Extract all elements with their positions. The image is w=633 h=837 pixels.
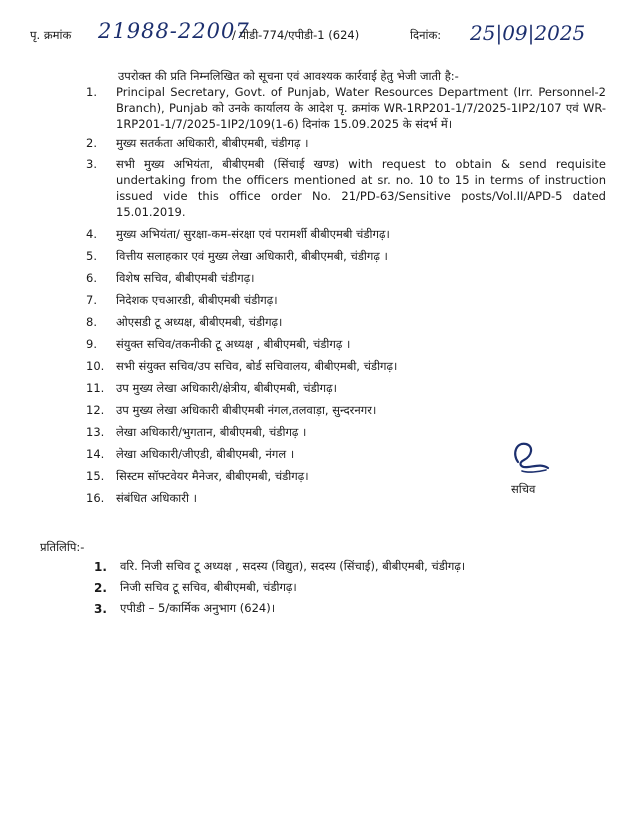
cc-item-text: एपीडी – 5/कार्मिक अनुभाग (624)। [120, 601, 276, 615]
item-number: 9. [86, 337, 97, 351]
item-number: 11. [86, 381, 105, 395]
item-number: 16. [86, 491, 105, 505]
item-number: 4. [86, 227, 97, 241]
item-text: उप मुख्य लेखा अधिकारी बीबीएमबी नंगल,तलवाड़ा, सुन्दरनगर। [116, 403, 377, 417]
item-text: मुख्य सतर्कता अधिकारी, बीबीएमबी, चंडीगढ़ । [116, 136, 309, 150]
item-text: सभी संयुक्त सचिव/उप सचिव, बोर्ड सचिवालय, बीबीएमबी, चंडीगढ़। [116, 359, 398, 373]
cc-item-text: वरि. निजी सचिव टू अध्यक्ष , सदस्य (विद्युत), सदस्य (सिंचाई), बीबीएमबी, चंडीगढ़। [120, 559, 466, 573]
item-number: 15. [86, 469, 105, 483]
item-number: 13. [86, 425, 105, 439]
cc-item-number: 2. [94, 580, 107, 595]
signature-mark [508, 438, 554, 478]
cc-item-number: 3. [94, 601, 107, 616]
item-text: सभी मुख्य अभियंता, बीबीएमबी (सिंचाई खण्ड) with request to obtain & send requisite undertaking from the officers mentioned at sr. no. 10 to 15 in terms of instruction issued vide this office order No. 21/PD-63/Sensitive posts/Vol.II/APD-5 dated 15.01.2019. [116, 157, 606, 219]
handwritten-date: 25|09|2025 [470, 21, 586, 45]
signatory-designation: सचिव [511, 482, 536, 496]
item-text: संबंधित अधिकारी । [116, 491, 197, 505]
item-text: मुख्य अभियंता/ सुरक्षा-कम-संरक्षा एवं परामर्शी बीबीएमबी चंडीगढ़। [116, 227, 390, 241]
item-number: 5. [86, 249, 97, 263]
distribution-item [86, 292, 606, 308]
distribution-item [86, 156, 606, 220]
cc-heading: प्रतिलिपि:- [40, 540, 85, 554]
item-text: संयुक्त सचिव/तकनीकी टू अध्यक्ष , बीबीएमबी, चंडीगढ़ । [116, 337, 351, 351]
distribution-item [86, 84, 606, 132]
item-text: निदेशक एचआरडी, बीबीएमबी चंडीगढ़। [116, 293, 278, 307]
item-number: 3. [86, 157, 97, 171]
item-number: 14. [86, 447, 105, 461]
handwritten-reference-number: 21988-22007 [98, 19, 250, 43]
item-text: वित्तीय सलाहकार एवं मुख्य लेखा अधिकारी, बीबीएमबी, चंडीगढ़ । [116, 249, 388, 263]
reference-suffix: / पीडी-774/एपीडी-1 (624) [232, 28, 360, 42]
cc-item-text: निजी सचिव टू सचिव, बीबीएमबी, चंडीगढ़। [120, 580, 297, 594]
distribution-item [86, 336, 606, 352]
item-number: 7. [86, 293, 97, 307]
cc-list [94, 556, 574, 619]
cc-item-number: 1. [94, 559, 107, 574]
item-number: 2. [86, 136, 97, 150]
distribution-item [86, 270, 606, 286]
item-number: 6. [86, 271, 97, 285]
intro-line: उपरोक्त की प्रति निम्नलिखित को सूचना एवं आवश्यक कार्रवाई हेतु भेजी जाती है:- [118, 69, 459, 83]
distribution-item [86, 358, 606, 374]
item-text: विशेष सचिव, बीबीएमबी चंडीगढ़। [116, 271, 255, 285]
distribution-item [86, 248, 606, 264]
item-text: Principal Secretary, Govt. of Punjab, Water Resources Department (Irr. Personnel-2 Branch), Punjab को उनके कार्यालय के आदेश पृ. क्रमांक WR-1RP201-1/7/2025-1IP2/107 एवं WR-1RP201-1/7/2025-1IP2/109(1-6) दिनांक 15.09.2025 के संदर्भ में। [116, 85, 606, 131]
distribution-item [86, 314, 606, 330]
item-number: 12. [86, 403, 105, 417]
item-text: ओएसडी टू अध्यक्ष, बीबीएमबी, चंडीगढ़। [116, 315, 283, 329]
reference-header [30, 19, 600, 50]
item-number: 8. [86, 315, 97, 329]
item-number: 1. [86, 85, 97, 99]
item-number: 10. [86, 359, 105, 373]
item-text: लेखा अधिकारी/भुगतान, बीबीएमबी, चंडीगढ़ । [116, 425, 307, 439]
cc-item [94, 556, 574, 577]
date-label: दिनांक: [410, 28, 442, 42]
distribution-item [86, 226, 606, 242]
cc-item [94, 598, 574, 619]
distribution-item [86, 135, 606, 151]
reference-label: पृ. क्रमांक [30, 28, 72, 42]
item-text: उप मुख्य लेखा अधिकारी/क्षेत्रीय, बीबीएमबी, चंडीगढ़। [116, 381, 337, 395]
item-text: लेखा अधिकारी/जीएडी, बीबीएमबी, नंगल । [116, 447, 295, 461]
distribution-item [86, 402, 606, 418]
cc-item [94, 577, 574, 598]
distribution-item [86, 380, 606, 396]
item-text: सिस्टम सॉफ्टवेयर मैनेजर, बीबीएमबी, चंडीगढ़। [116, 469, 309, 483]
